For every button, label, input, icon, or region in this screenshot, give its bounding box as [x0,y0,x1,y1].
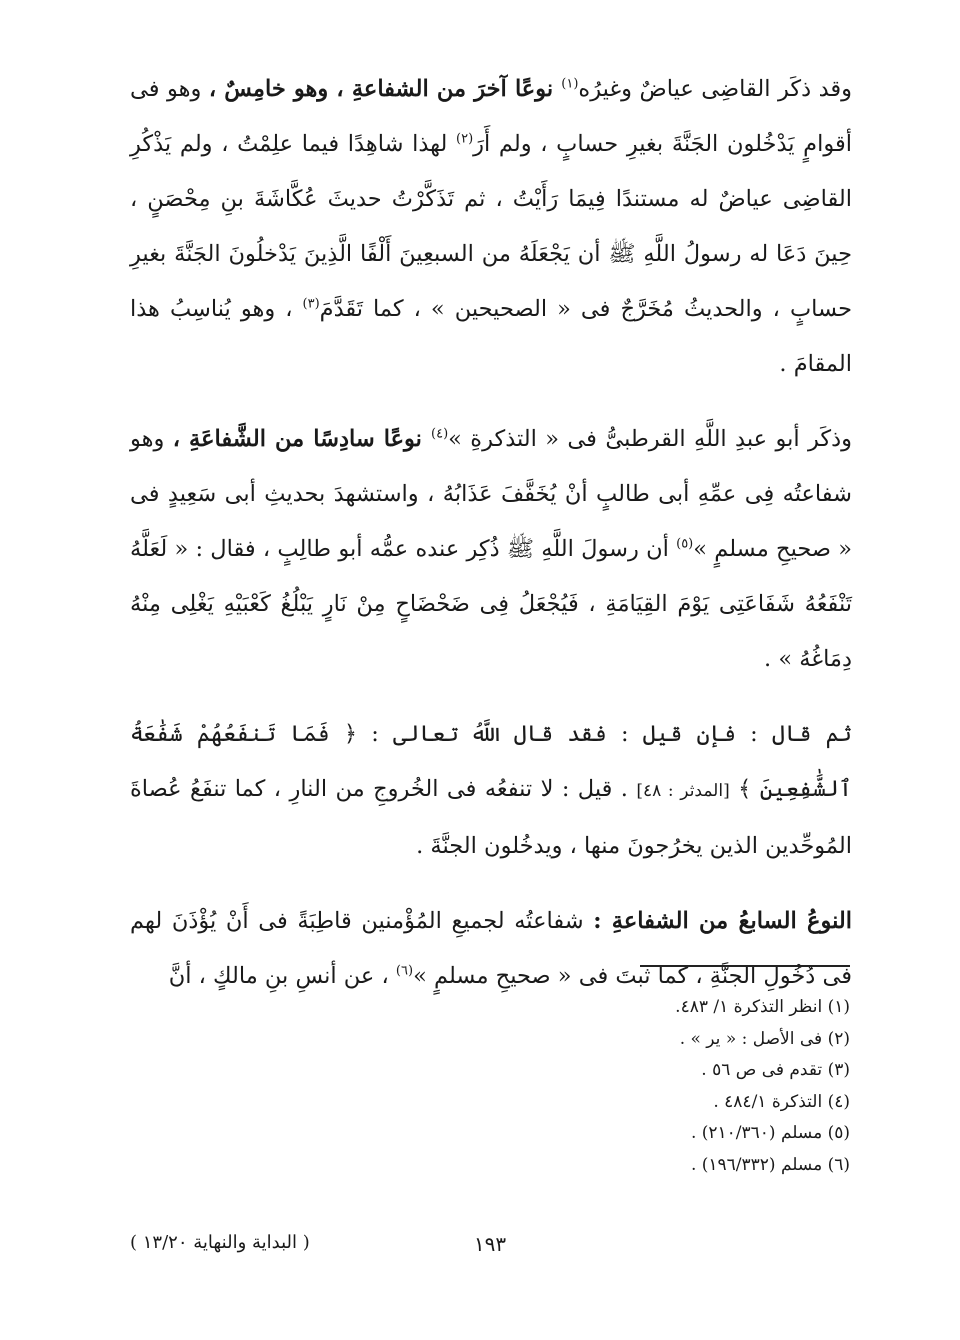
paragraph-2 [130,412,852,687]
footnote-divider [640,965,850,967]
text-run: . قيل : لا تنفعُه فى الخُروجِ من النارِ ، كما تنفَعُ عُصاةَ المُوحِّدين الذين يخرُجونَ منها ، ويدخُلون الجنَّةَ . [130,776,852,859]
text-run: وذكَر أبو عبدِ اللَّهِ القرطبىُّ فى « التذكرةِ » [448,426,852,452]
text-run: وهو شفاعتُه فِى عمِّهِ أبى طالبٍ أنْ يُخَفَّفَ عَذَابُهُ ، واستشهدَ بحديثِ أبى سَعِيدٍ فى « صحيحِ مسلمٍ » [130,426,852,562]
footnote-4: (٤) التذكرة ٤٨٤/١ . [713,1091,850,1112]
paragraph-1 [130,62,852,392]
paragraph-4 [130,894,852,1004]
page-number: ١٩٣ [473,1232,507,1256]
heading-run: نوعًا آخرَ من الشفاعةِ ، وهو خامِسٌ ، [208,76,562,102]
footnote-ref-6: (٦) [395,963,414,979]
footnote-5: (٥) مسلم (٢١٠/٣٦٠) . [690,1123,850,1143]
text-run: شفاعتُه لجميعِ المُؤْمنين قاطِبَةً فى أَنْ يُؤْذَنَ لهم فى دُخُولِ الجنَّةِ ، كما ثبتَ فى « صحيحِ مسلمٍ » [130,908,852,989]
quran-reference: [المدثر : ٤٨] [636,781,730,801]
main-text [130,62,852,1004]
heading-run: نوعًا سادِسًا من الشَّفاعَةِ ، [172,426,431,452]
footnote-1: (١) انظر التذكرة ١/ ٤٨٣. [675,997,850,1017]
text-run: ثم قال : فإن قيل : فقد قال اللَّهُ تعالى : ﴿ فَمَا تَنفَعُهُمْ شَفَٰعَةُ ٱلشَّٰفِعِينَ ﴾ [130,721,853,802]
text-run: وقد ذكَر القاضِى عياضٌ وغيرُه [578,76,852,102]
footnote-ref-1: (١) [561,76,579,92]
footnote-ref-4: (٤) [431,426,449,442]
footnote-ref-5: (٥) [676,536,694,552]
footnote-ref-2: (٢) [456,131,474,147]
text-run: ، وهو يُناسِبُ هذا المقامَ . [130,296,852,377]
text-run: أن رسولَ اللَّهِ ﷺ ذُكِر عنده عمُّه أبو طالِبٍ ، فقال : « لَعَلَّهُ تَنْفَعُهُ شَفَاعَتِى يَوْمَ القِيَامَةِ ، فَيُجْعَلُ فِى ضَحْضَاحٍ مِنْ نَارٍ يَبْلُغُ كَعْبَيْهِ يَغْلِى مِنْهُ دِمَاغُهُ » . [130,536,852,672]
running-title: ( البداية والنهاية ١٣/٢٠ ) [130,1232,310,1253]
heading-run: النوعُ السابعُ من الشفاعةِ : [593,908,852,934]
text-run: لهذا شاهِدًا فيما علِمْتُ ، ولم يَذْكُرِ القاضِى عياضٌ له مستندًا فِيمَا رَأَيْتُ ، ثم تَذَكَّرْتُ حديثَ عُكَّاشَةَ بنِ مِحْصَنٍ ، حِينَ دَعَا له رسولُ اللَّهِ ﷺ أن يَجْعَلَهُ من السبعِينَ أَلْفًا الَّذِينَ يَدْخلُونَ الجَنَّةَ بغيرِ حسابٍ ، والحديثُ مُخَرَّجٌ فى « الصحيحين » ، كما تَقَدَّمَ [130,131,852,322]
text-run: وهو فى أقوامٍ يَدْخُلون الجَنَّةَ بغيرِ حسابٍ ، ولم أَرَ [130,76,852,157]
footnotes [400,992,850,1181]
footnote-6: (٦) مسلم (١٩٦/٣٣٢) . [690,1154,850,1175]
paragraph-3 [130,707,852,874]
text-run: ، عن أنسِ بنِ مالكٍ ، أنَّ [168,963,396,989]
footnote-2: (٢) فى الأصل : « ير » . [679,1028,850,1049]
footnote-3: (٣) تقدم فى ص ٥٦ . [701,1060,850,1080]
footnote-ref-3: (٣) [302,296,320,312]
